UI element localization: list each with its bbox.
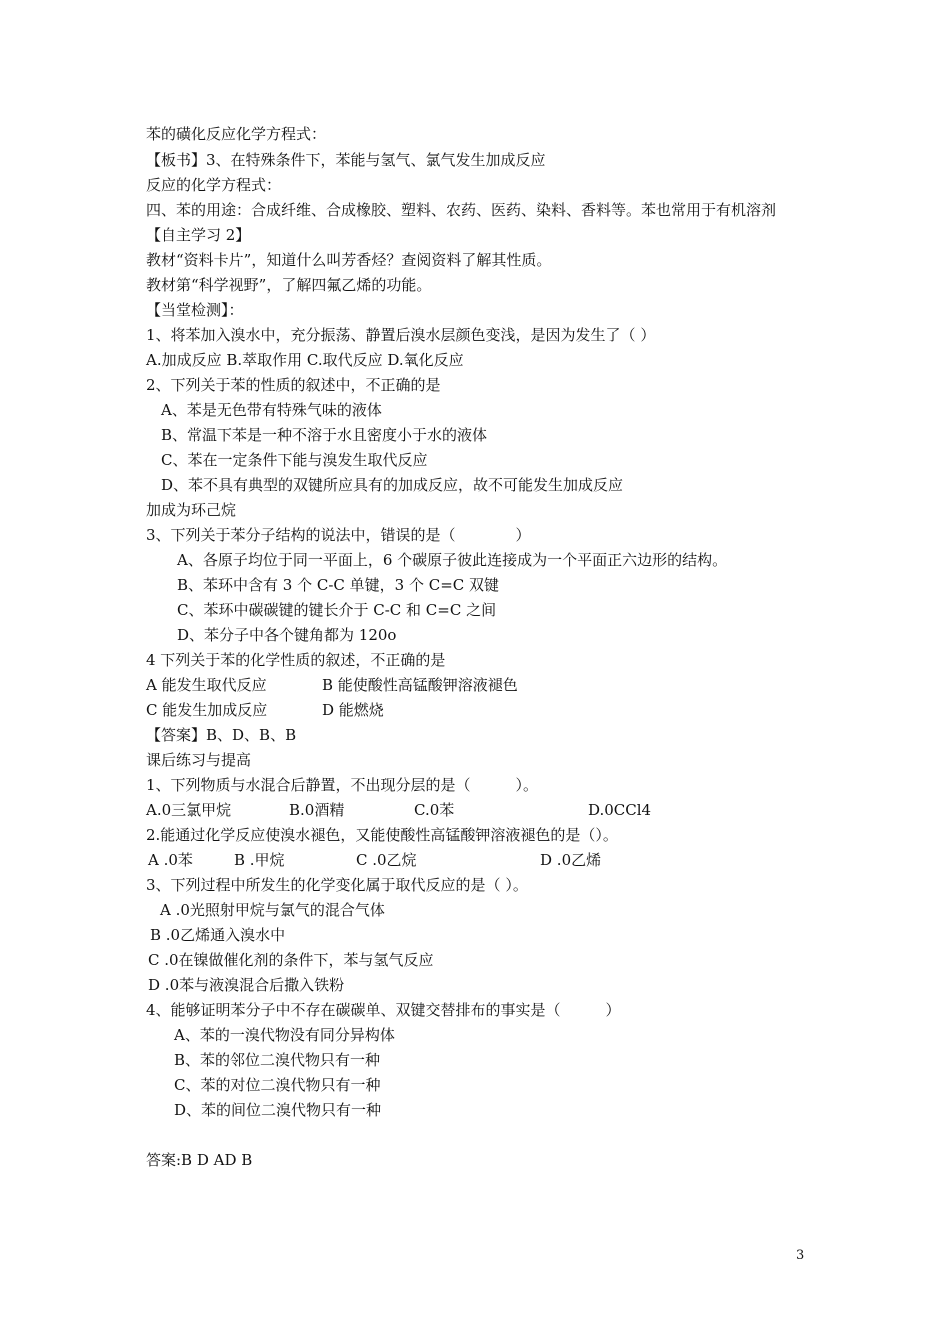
question: 2、下列关于苯的性质的叙述中，不正确的是: [146, 376, 441, 394]
answer-options: A.加成反应 B.萃取作用 C.取代反应 D.氧化反应: [146, 351, 464, 369]
text-line: 教材第“科学视野”，了解四氟乙烯的功能。: [146, 276, 432, 294]
answer-option: A、各原子均位于同一平面上，6 个碳原子彼此连接成为一个平面正六边形的结构。: [177, 551, 728, 569]
answer-options-row: [146, 700, 646, 720]
answer-options-row: [146, 850, 706, 870]
answer-option: B、苯环中含有 3 个 C-C 单键，3 个 C=C 双键: [177, 576, 500, 594]
answer-option: C.0苯: [414, 801, 455, 819]
answer-option: C、苯的对位二溴代物只有一种: [174, 1076, 381, 1094]
answer-option: D、苯分子中各个键角都为 120o: [177, 626, 397, 644]
answer-option: B 能使酸性高锰酸钾溶液褪色: [322, 676, 518, 694]
answer-option: D、苯不具有典型的双键所应具有的加成反应，故不可能发生加成反应: [161, 476, 624, 494]
text-line: 四、苯的用途：合成纤维、合成橡胶、塑料、农药、医药、染料、香料等。苯也常用于有机溶剂: [146, 201, 777, 219]
question: 1、将苯加入溴水中，充分振荡、静置后溴水层颜色变浅，是因为发生了（ ）: [146, 326, 656, 344]
section-heading: 【当堂检测】：: [146, 301, 244, 319]
question: 3、下列过程中所发生的化学变化属于取代反应的是（ ）。: [146, 876, 528, 894]
answer-option: D.0CCl4: [588, 801, 652, 819]
answer-option: D .0苯与液溴混合后撒入铁粉: [148, 976, 345, 994]
answer-option: C、苯在一定条件下能与溴发生取代反应: [161, 451, 428, 469]
answer-option: A .0苯: [148, 851, 193, 869]
answer-option: D 能燃烧: [322, 701, 384, 719]
answer-option: B、常温下苯是一种不溶于水且密度小于水的液体: [161, 426, 488, 444]
question: 4 下列关于苯的化学性质的叙述，不正确的是: [146, 651, 446, 669]
answer-option: A、苯是无色带有特殊气味的液体: [161, 401, 382, 419]
text-line: 反应的化学方程式：: [146, 176, 282, 194]
answer-option: B .甲烷: [234, 851, 285, 869]
question: 3、下列关于苯分子结构的说法中，错误的是（ ）: [146, 526, 531, 544]
question: 4、能够证明苯分子中不存在碳碳单、双键交替排布的事实是（ ）: [146, 1001, 621, 1019]
question: 1、下列物质与水混合后静置，不出现分层的是（ ）。: [146, 776, 539, 794]
section-heading: 【自主学习 2】: [146, 226, 251, 244]
text-line: 加成为环己烷: [146, 501, 237, 519]
answer-option: B .0乙烯通入溴水中: [150, 926, 286, 944]
text-line: 教材“资料卡片”，知道什么叫芳香烃？查阅资料了解其性质。: [146, 251, 552, 269]
answer-options-row: [146, 675, 646, 695]
section-heading: 课后练习与提高: [146, 751, 252, 769]
question: 2.能通过化学反应使溴水褪色，又能使酸性高锰酸钾溶液褪色的是（）。: [146, 826, 618, 844]
page-number: 3: [796, 1248, 805, 1263]
answer-option: B.0酒精: [289, 801, 345, 819]
answer-option: C .0在镍做催化剂的条件下，苯与氢气反应: [148, 951, 434, 969]
answer-key: 答案:B D AD B: [146, 1151, 253, 1169]
answer-option: C、苯环中碳碳键的键长介于 C-C 和 C=C 之间: [177, 601, 497, 619]
answer-option: D .0乙烯: [540, 851, 602, 869]
answer-options-row: [146, 800, 706, 820]
text-line: 【板书】3、在特殊条件下，苯能与氢气、氯气发生加成反应: [146, 151, 546, 169]
answer-option: D、苯的间位二溴代物只有一种: [174, 1101, 382, 1119]
answer-option: B、苯的邻位二溴代物只有一种: [174, 1051, 381, 1069]
answer-option: A、苯的一溴代物没有同分异构体: [174, 1026, 395, 1044]
answer-option: C .0乙烷: [356, 851, 417, 869]
answer-key: 【答案】B、D、B、B: [146, 726, 297, 744]
answer-option: A .0光照射甲烷与氯气的混合气体: [160, 901, 385, 919]
answer-option: A 能发生取代反应: [146, 676, 267, 694]
answer-option: C 能发生加成反应: [146, 701, 268, 719]
answer-option: A.0三氯甲烷: [146, 801, 232, 819]
text-line: 苯的磺化反应化学方程式：: [146, 125, 327, 143]
